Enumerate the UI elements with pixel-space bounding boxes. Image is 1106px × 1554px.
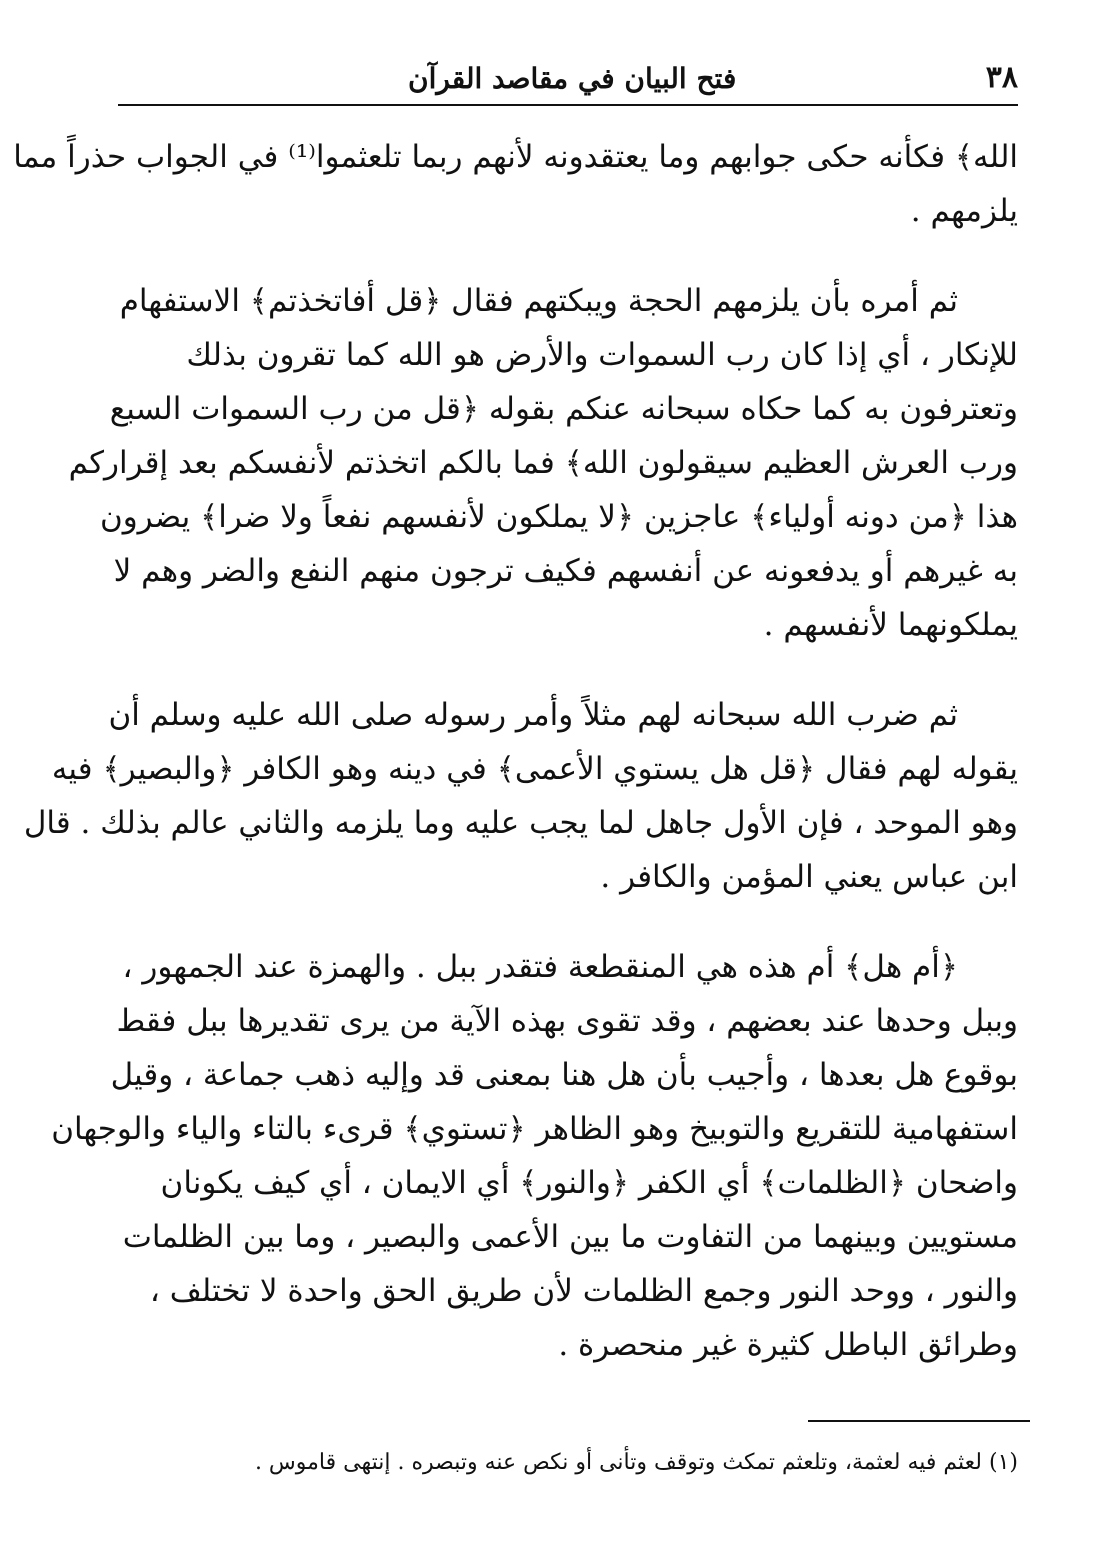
text-line: ورب العرش العظيم سيقولون الله﴾ فما بالكم اتخذتم لأنفسكم بعد إقراركم xyxy=(68,445,1018,481)
text-line: الله﴾ فكأنه حكى جوابهم وما يعتقدونه لأنهم ربما تلعثموا⁽¹⁾ في الجواب حذراً مما xyxy=(13,139,1018,175)
text-line: ثم أمره بأن يلزمهم الحجة ويبكتهم فقال ﴿قل أفاتخذتم﴾ الاستفهام xyxy=(119,283,958,319)
text-line: ابن عباس يعني المؤمن والكافر . xyxy=(600,859,1018,895)
paragraph-1 xyxy=(13,130,1018,238)
text-line: والنور ، ووحد النور وجمع الظلمات لأن طريق الحق واحدة لا تختلف ، xyxy=(149,1273,1018,1309)
text-line: استفهامية للتقريع والتوبيخ وهو الظاهر ﴿تستوي﴾ قرىء بالتاء والياء والوجهان xyxy=(51,1111,1018,1147)
paragraph-3 xyxy=(23,688,1018,904)
body-text xyxy=(13,130,1018,1408)
text-line: وطرائق الباطل كثيرة غير منحصرة . xyxy=(558,1327,1018,1363)
text-line: ثم ضرب الله سبحانه لهم مثلاً وأمر رسوله صلى الله عليه وسلم أن xyxy=(108,697,958,733)
text-line: وتعترفون به كما حكاه سبحانه عنكم بقوله ﴿قل من رب السموات السبع xyxy=(109,391,1018,427)
text-line: بوقوع هل بعدها ، وأجيب بأن هل هنا بمعنى قد وإليه ذهب جماعة ، وقيل xyxy=(110,1057,1018,1093)
text-line: وهو الموحد ، فإن الأول جاهل لما يجب عليه وما يلزمه والثاني عالم بذلك . قال xyxy=(23,805,1018,841)
text-line: وببل وحدها عند بعضهم ، وقد تقوى بهذه الآية من يرى تقديرها ببل فقط xyxy=(116,1003,1018,1039)
text-line: للإنكار ، أي إذا كان رب السموات والأرض هو الله كما تقرون بذلك xyxy=(186,337,1018,373)
text-line: يملكونهما لأنفسهم . xyxy=(763,607,1018,643)
footnote: (١) لعثم فيه لعثمة، وتلعثم تمكث وتوقف وتأنى أو نكص عنه وتبصره . إنتهى قاموس . xyxy=(254,1450,1018,1475)
text-line: هذا ﴿من دونه أولياء﴾ عاجزين ﴿لا يملكون لأنفسهم نفعاً ولا ضرا﴾ يضرون xyxy=(99,499,1018,535)
footnote-separator xyxy=(808,1420,1030,1422)
page-header xyxy=(118,58,1018,106)
text-line: يقوله لهم فقال ﴿قل هل يستوي الأعمى﴾ في دينه وهو الكافر ﴿والبصير﴾ فيه xyxy=(51,751,1018,787)
text-line: ﴿أم هل﴾ أم هذه هي المنقطعة فتقدر ببل . والهمزة عند الجمهور ، xyxy=(122,949,958,985)
text-line: به غيرهم أو يدفعونه عن أنفسهم فكيف ترجون منهم النفع والضر وهم لا xyxy=(113,553,1018,589)
text-line: مستويين وبينهما من التفاوت ما بين الأعمى والبصير ، وما بين الظلمات xyxy=(122,1219,1018,1255)
book-title: فتح البيان في مقاصد القرآن xyxy=(408,62,737,95)
paragraph-2 xyxy=(68,274,1018,652)
page-number: ٣٨ xyxy=(985,60,1018,95)
text-line: واضحان ﴿الظلمات﴾ أي الكفر ﴿والنور﴾ أي الايمان ، أي كيف يكونان xyxy=(160,1165,1018,1201)
paragraph-4 xyxy=(51,940,1018,1372)
text-line: يلزمهم . xyxy=(910,193,1018,229)
